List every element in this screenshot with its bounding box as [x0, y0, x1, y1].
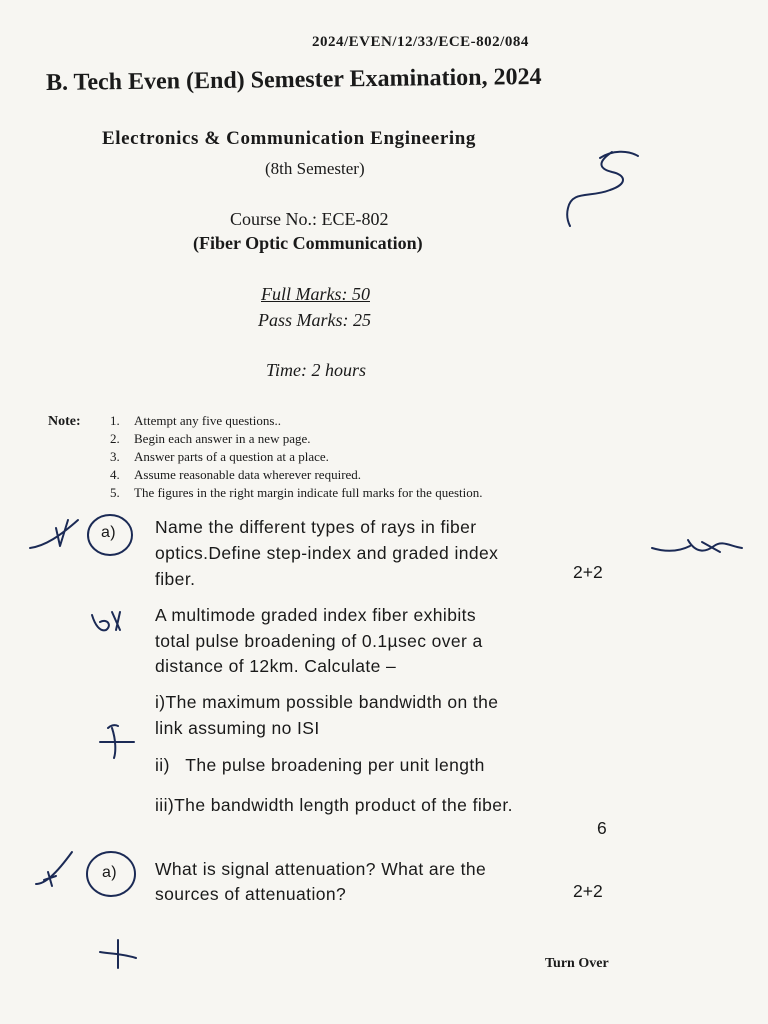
q1a-circle-icon — [88, 515, 132, 555]
q1-tick-icon — [30, 520, 78, 548]
q1b-marks: 6 — [597, 818, 607, 838]
q2-tick-icon — [36, 852, 72, 886]
q2a-label: a) — [102, 864, 118, 881]
cross-mark-icon — [100, 940, 136, 968]
pass-marks: Pass Marks: 25 — [258, 310, 371, 330]
subject-title: (Fiber Optic Communication) — [193, 233, 423, 253]
q1b-ii: ii) The pulse broadening per unit length — [155, 755, 485, 775]
full-marks: Full Marks: 50 — [261, 284, 370, 304]
exam-title: B. Tech Even (End) Semester Examination, 2024 — [45, 63, 542, 96]
q1a-label: a) — [101, 524, 117, 541]
paper-code: 2024/EVEN/12/33/ECE-802/084 — [312, 34, 529, 50]
note-label: Note: — [48, 414, 81, 429]
q1b-handwritten-label-icon — [92, 612, 120, 630]
semester: (8th Semester) — [265, 159, 365, 178]
q1b-line2: total pulse broadening of 0.1µsec over a — [155, 631, 483, 651]
q1a-line1: Name the different types of rays in fiber — [155, 517, 477, 537]
margin-scribble-icon — [652, 540, 742, 552]
q2a-line2: sources of attenuation? — [155, 884, 347, 904]
q1b-line3: distance of 12km. Calculate – — [155, 656, 397, 676]
q1b-iii: iii)The bandwidth length product of the fiber. — [155, 795, 513, 815]
q2a-line1: What is signal attenuation? What are the — [155, 859, 487, 879]
q1a-line3: fiber. — [155, 569, 196, 589]
course-number: Course No.: ECE-802 — [230, 209, 389, 229]
note-item: 5. The figures in the right margin indicate full marks for the question. — [110, 485, 483, 500]
note-item: 1. Attempt any five questions.. — [110, 413, 281, 428]
q1b-i-line1: i)The maximum possible bandwidth on the — [155, 692, 499, 712]
q1b-i-line2: link assuming no ISI — [155, 718, 320, 738]
note-item: 3. Answer parts of a question at a place. — [110, 449, 329, 464]
q1a-line2: optics.Define step-index and graded index — [155, 543, 499, 563]
brace-mark-icon — [100, 725, 134, 758]
signature-scribble-icon — [567, 152, 638, 226]
q1b-line1: A multimode graded index fiber exhibits — [155, 605, 477, 625]
q1a-marks: 2+2 — [573, 562, 603, 582]
time-allowed: Time: 2 hours — [266, 360, 367, 380]
q2a-marks: 2+2 — [573, 881, 603, 901]
turn-over-note: Turn Over — [545, 956, 609, 971]
department: Electronics & Communication Engineering — [102, 128, 477, 149]
q2a-circle-icon — [87, 852, 135, 896]
note-item: 2. Begin each answer in a new page. — [110, 431, 311, 446]
note-item: 4. Assume reasonable data wherever required. — [110, 467, 362, 482]
